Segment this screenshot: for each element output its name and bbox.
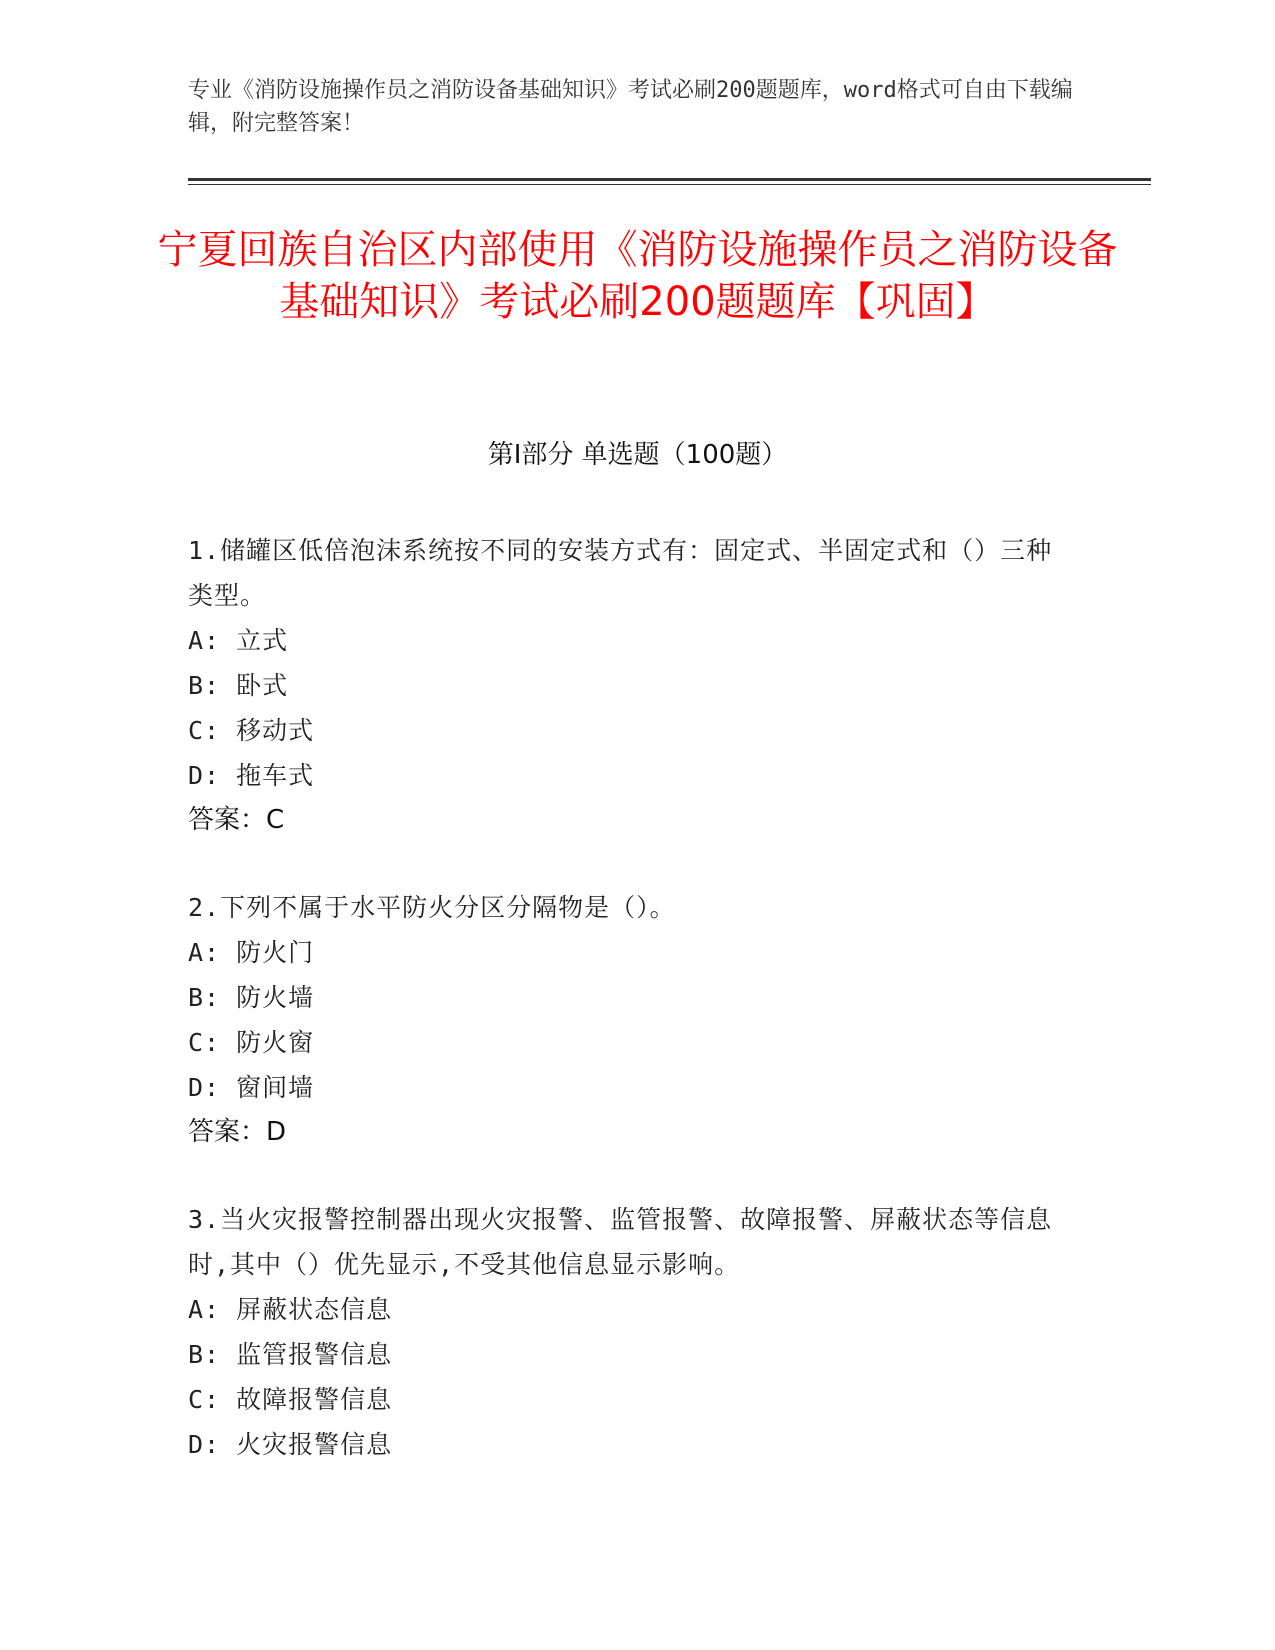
header-note: 专业《消防设施操作员之消防设备基础知识》考试必刷200题题库，word格式可自由下载编辑，附完整答案！ xyxy=(188,78,1073,136)
question-stem: 2.下列不属于水平防火分区分隔物是（）。 xyxy=(188,893,676,922)
option-c: C: 故障报警信息 xyxy=(188,1385,393,1414)
option-a: A: 防火门 xyxy=(188,938,315,967)
answer: 答案：C xyxy=(188,805,285,835)
document-title: 宁夏回族自治区内部使用《消防设施操作员之消防设备基础知识》考试必刷200题题库【巩固】 xyxy=(157,227,1118,325)
question-3 xyxy=(188,1197,1068,1467)
option-a: A: 立式 xyxy=(188,626,289,655)
option-d: D: 火灾报警信息 xyxy=(188,1430,393,1459)
question-stem: 1.储罐区低倍泡沫系统按不同的安装方式有：固定式、半固定式和（）三种类型。 xyxy=(188,536,1053,610)
option-a: A: 屏蔽状态信息 xyxy=(188,1295,393,1324)
section-title: 第Ⅰ部分 单选题（100题） xyxy=(487,440,788,470)
header-divider-thin xyxy=(188,184,1151,185)
question-2 xyxy=(188,885,1068,1155)
option-b: B: 监管报警信息 xyxy=(188,1340,393,1369)
option-d: D: 拖车式 xyxy=(188,761,315,790)
question-1 xyxy=(188,528,1068,843)
option-c: C: 移动式 xyxy=(188,716,315,745)
option-d: D: 窗间墙 xyxy=(188,1073,315,1102)
question-stem: 3.当火灾报警控制器出现火灾报警、监管报警、故障报警、屏蔽状态等信息时,其中（）优先显示,不受其他信息显示影响。 xyxy=(188,1205,1053,1279)
option-b: B: 防火墙 xyxy=(188,983,315,1012)
option-b: B: 卧式 xyxy=(188,671,289,700)
option-c: C: 防火窗 xyxy=(188,1028,315,1057)
question-list xyxy=(188,528,1068,1509)
answer: 答案：D xyxy=(188,1117,287,1147)
header-divider-thick xyxy=(188,178,1151,181)
